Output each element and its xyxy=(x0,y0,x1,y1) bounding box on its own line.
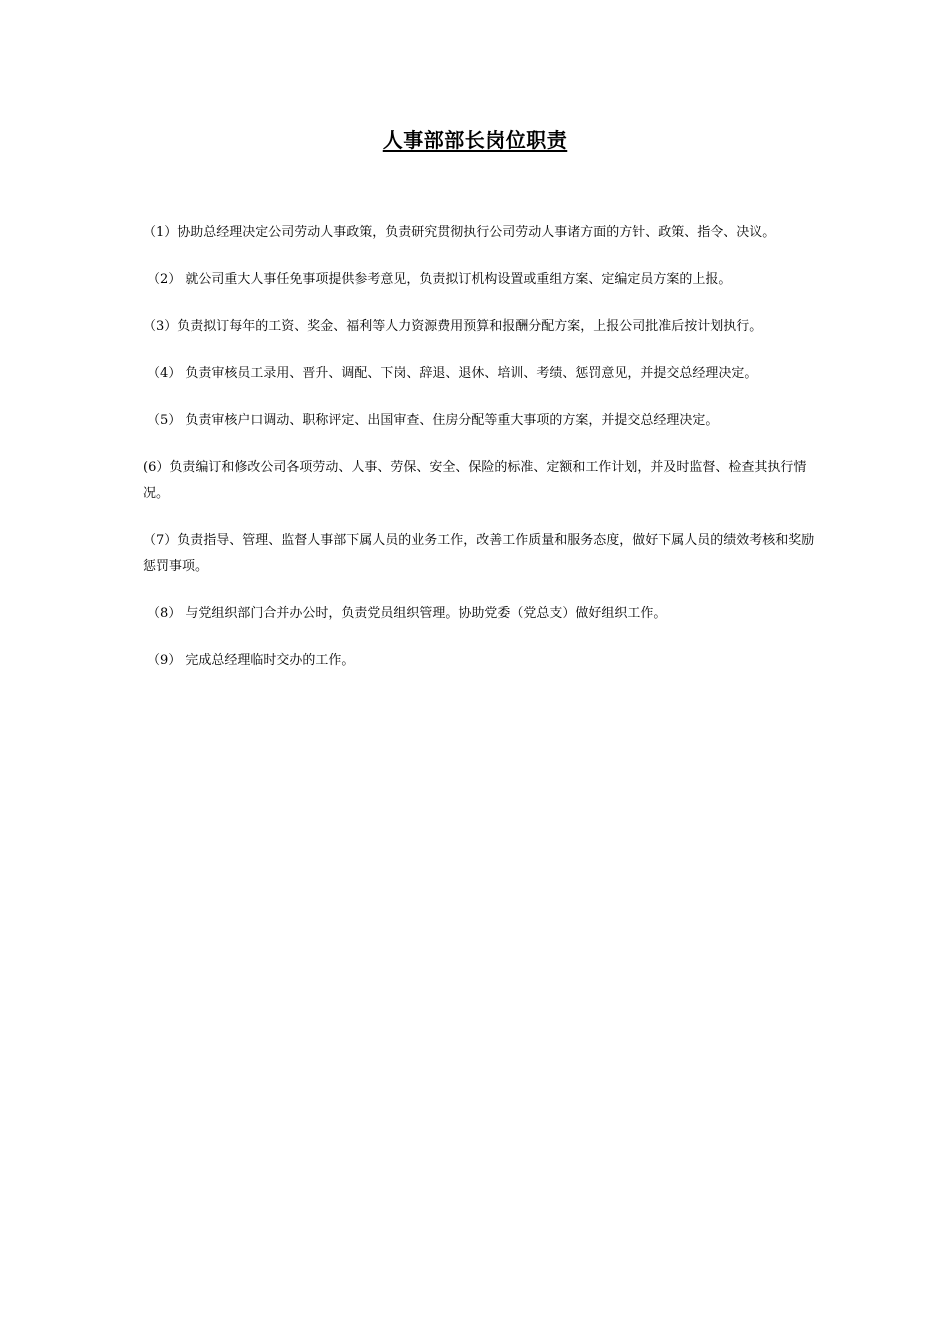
duty-item-9: （9） 完成总经理临时交办的工作。 xyxy=(147,653,355,668)
duty-item-8: （8） 与党组织部门合并办公时，负责党员组织管理。协助党委（党总支）做好组织工作。 xyxy=(147,606,667,621)
duty-item-6: (6）负责编订和修改公司各项劳动、人事、劳保、安全、保险的标准、定额和工作计划，并及时监督、检查其执行情况。 xyxy=(143,460,807,501)
duty-item-7: （7）负责指导、管理、监督人事部下属人员的业务工作，改善工作质量和服务态度，做好下属人员的绩效考核和奖励惩罚事项。 xyxy=(143,533,815,574)
duty-item-3: （3）负责拟订每年的工资、奖金、福利等人力资源费用预算和报酬分配方案，上报公司批准后按计划执行。 xyxy=(143,319,763,334)
duties-list xyxy=(143,220,823,695)
duty-item-4: （4） 负责审核员工录用、晋升、调配、下岗、辞退、退休、培训、考绩、惩罚意见，并提交总经理决定。 xyxy=(147,366,758,381)
duty-item-5: （5） 负责审核户口调动、职称评定、出国审查、住房分配等重大事项的方案，并提交总经理决定。 xyxy=(147,413,719,428)
document-title: 人事部部长岗位职责 xyxy=(382,128,568,152)
duty-item-1: （1）协助总经理决定公司劳动人事政策，负责研究贯彻执行公司劳动人事诸方面的方针、政策、指令、决议。 xyxy=(143,225,776,240)
duty-item-2: （2） 就公司重大人事任免事项提供参考意见，负责拟订机构设置或重组方案、定编定员方案的上报。 xyxy=(147,272,732,287)
